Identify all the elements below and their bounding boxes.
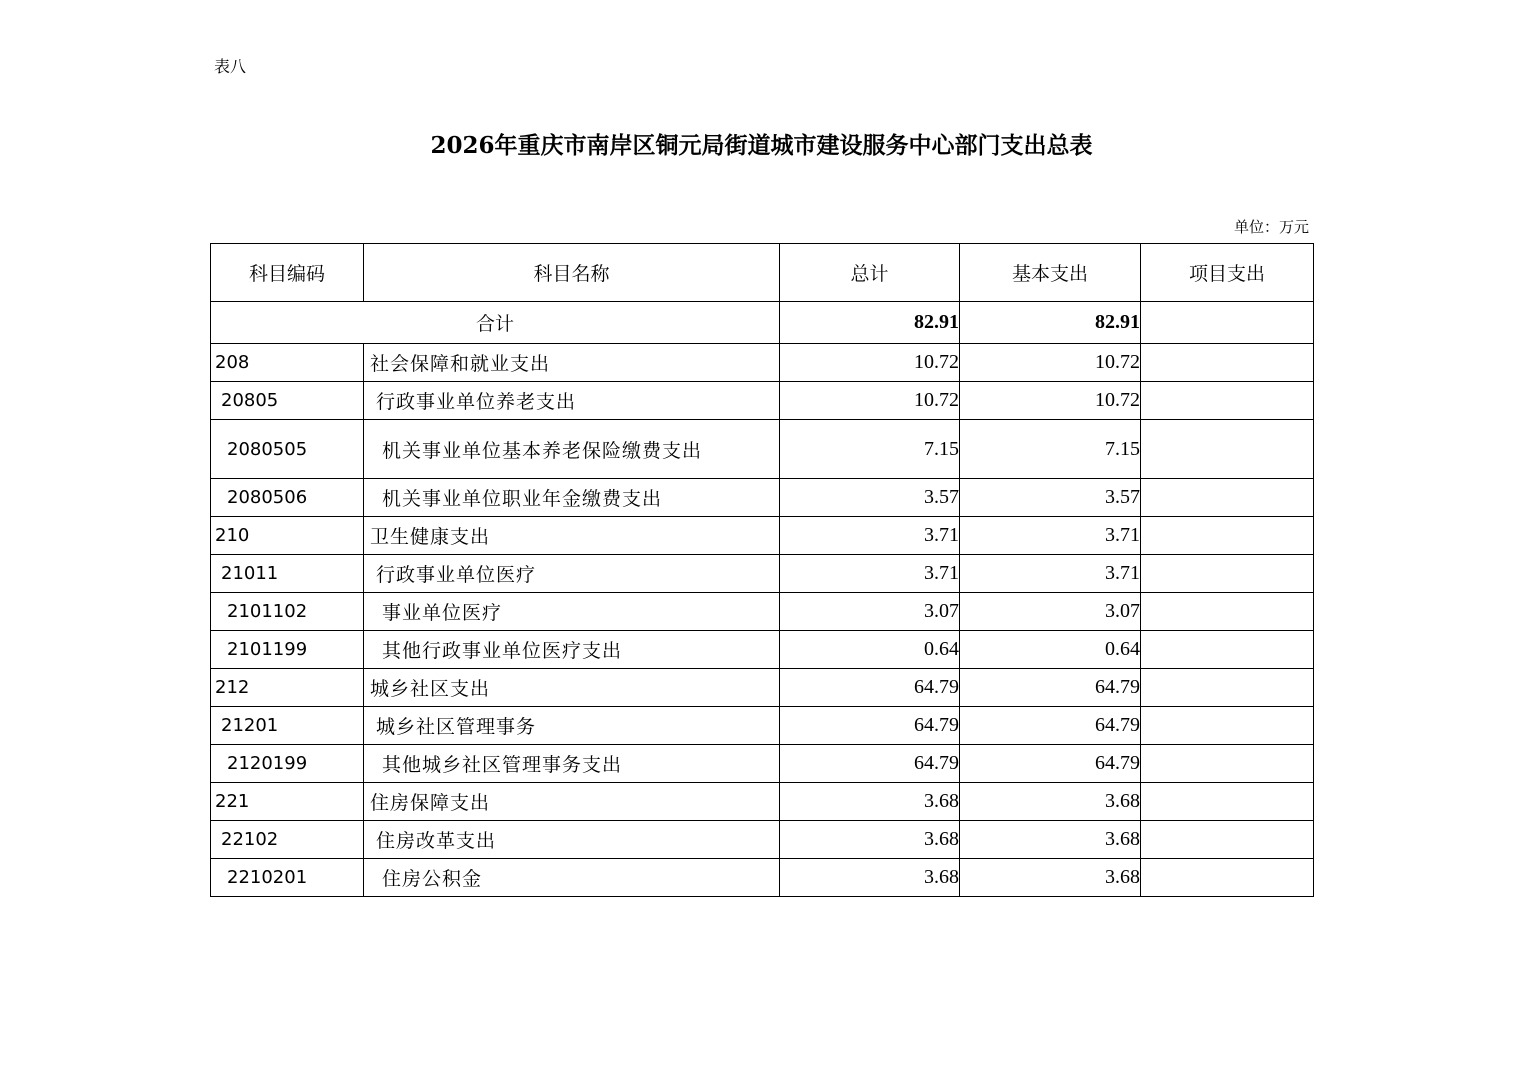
table-row xyxy=(211,783,1314,821)
summary-basic: 82.91 xyxy=(960,302,1141,344)
table-row xyxy=(211,745,1314,783)
total-value: 3.68 xyxy=(780,859,960,897)
project-value xyxy=(1141,669,1314,707)
summary-row xyxy=(211,302,1314,344)
unit-label: 单位：万元 xyxy=(1233,218,1309,236)
subject-name: 卫生健康支出 xyxy=(364,517,780,555)
document-title: 2026年重庆市南岸区铜元局街道城市建设服务中心部门支出总表 xyxy=(430,132,1093,159)
subject-code: 22102 xyxy=(211,821,364,859)
subject-name: 机关事业单位职业年金缴费支出 xyxy=(364,479,780,517)
basic-value: 10.72 xyxy=(960,382,1141,420)
basic-value: 0.64 xyxy=(960,631,1141,669)
header-subject-code: 科目编码 xyxy=(211,244,364,302)
subject-name: 社会保障和就业支出 xyxy=(364,344,780,382)
subject-code: 2080506 xyxy=(211,479,364,517)
subject-name: 机关事业单位基本养老保险缴费支出 xyxy=(364,420,780,479)
table-row xyxy=(211,593,1314,631)
subject-name: 住房公积金 xyxy=(364,859,780,897)
subject-code: 212 xyxy=(211,669,364,707)
table-header-row xyxy=(211,244,1314,302)
header-project-expense: 项目支出 xyxy=(1141,244,1314,302)
table-row xyxy=(211,821,1314,859)
header-total: 总计 xyxy=(780,244,960,302)
total-value: 64.79 xyxy=(780,745,960,783)
total-value: 10.72 xyxy=(780,382,960,420)
basic-value: 3.68 xyxy=(960,859,1141,897)
subject-code: 2210201 xyxy=(211,859,364,897)
basic-value: 3.71 xyxy=(960,517,1141,555)
subject-code: 21011 xyxy=(211,555,364,593)
subject-name: 事业单位医疗 xyxy=(364,593,780,631)
basic-value: 3.68 xyxy=(960,821,1141,859)
table-row xyxy=(211,479,1314,517)
subject-code: 210 xyxy=(211,517,364,555)
header-basic-expense: 基本支出 xyxy=(960,244,1141,302)
project-value xyxy=(1141,783,1314,821)
table-row xyxy=(211,420,1314,479)
basic-value: 64.79 xyxy=(960,669,1141,707)
summary-total: 82.91 xyxy=(780,302,960,344)
subject-name: 住房改革支出 xyxy=(364,821,780,859)
table-row xyxy=(211,707,1314,745)
total-value: 3.57 xyxy=(780,479,960,517)
total-value: 3.71 xyxy=(780,517,960,555)
project-value xyxy=(1141,517,1314,555)
project-value xyxy=(1141,420,1314,479)
basic-value: 7.15 xyxy=(960,420,1141,479)
basic-value: 3.68 xyxy=(960,783,1141,821)
project-value xyxy=(1141,555,1314,593)
total-value: 3.68 xyxy=(780,821,960,859)
table-row xyxy=(211,555,1314,593)
project-value xyxy=(1141,707,1314,745)
expense-summary-table xyxy=(210,243,1314,897)
basic-value: 10.72 xyxy=(960,344,1141,382)
summary-project xyxy=(1141,302,1314,344)
table-row xyxy=(211,382,1314,420)
project-value xyxy=(1141,382,1314,420)
total-value: 3.68 xyxy=(780,783,960,821)
subject-name: 城乡社区管理事务 xyxy=(364,707,780,745)
basic-value: 64.79 xyxy=(960,745,1141,783)
subject-code: 20805 xyxy=(211,382,364,420)
subject-code: 2101102 xyxy=(211,593,364,631)
subject-code: 21201 xyxy=(211,707,364,745)
table-row xyxy=(211,344,1314,382)
total-value: 3.07 xyxy=(780,593,960,631)
subject-name: 行政事业单位养老支出 xyxy=(364,382,780,420)
subject-name: 城乡社区支出 xyxy=(364,669,780,707)
total-value: 64.79 xyxy=(780,669,960,707)
basic-value: 64.79 xyxy=(960,707,1141,745)
basic-value: 3.71 xyxy=(960,555,1141,593)
subject-code: 2120199 xyxy=(211,745,364,783)
table-row xyxy=(211,669,1314,707)
project-value xyxy=(1141,821,1314,859)
subject-code: 208 xyxy=(211,344,364,382)
total-value: 3.71 xyxy=(780,555,960,593)
subject-code: 2101199 xyxy=(211,631,364,669)
total-value: 0.64 xyxy=(780,631,960,669)
subject-name: 住房保障支出 xyxy=(364,783,780,821)
table-row xyxy=(211,859,1314,897)
basic-value: 3.07 xyxy=(960,593,1141,631)
subject-code: 221 xyxy=(211,783,364,821)
subject-name: 其他行政事业单位医疗支出 xyxy=(364,631,780,669)
project-value xyxy=(1141,631,1314,669)
total-value: 10.72 xyxy=(780,344,960,382)
subject-name: 行政事业单位医疗 xyxy=(364,555,780,593)
table-row xyxy=(211,517,1314,555)
project-value xyxy=(1141,593,1314,631)
subject-name: 其他城乡社区管理事务支出 xyxy=(364,745,780,783)
basic-value: 3.57 xyxy=(960,479,1141,517)
total-value: 7.15 xyxy=(780,420,960,479)
table-number-label: 表八 xyxy=(214,57,247,76)
header-subject-name: 科目名称 xyxy=(364,244,780,302)
table-row xyxy=(211,631,1314,669)
total-value: 64.79 xyxy=(780,707,960,745)
project-value xyxy=(1141,479,1314,517)
summary-label: 合计 xyxy=(211,302,780,344)
subject-code: 2080505 xyxy=(211,420,364,479)
project-value xyxy=(1141,859,1314,897)
project-value xyxy=(1141,344,1314,382)
project-value xyxy=(1141,745,1314,783)
